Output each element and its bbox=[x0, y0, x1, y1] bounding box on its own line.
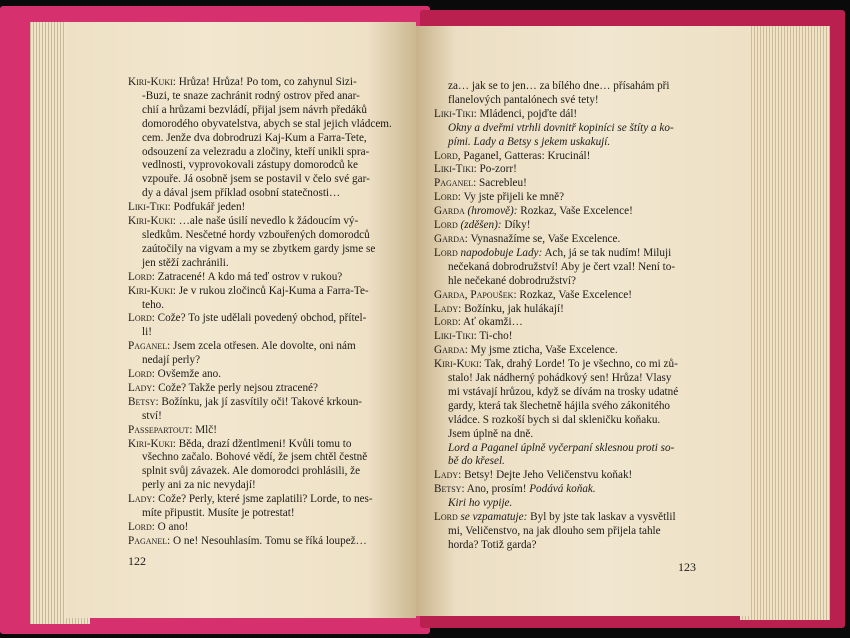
text-line bbox=[434, 80, 716, 94]
text-line bbox=[128, 90, 412, 104]
stage-note: (hromově): bbox=[464, 205, 518, 218]
dialogue-line bbox=[128, 285, 412, 299]
speaker-name: Liki-Tiki: bbox=[434, 163, 477, 176]
stage-note: (zděšen): bbox=[457, 219, 502, 232]
line-text: Rozkaz, Vaše Excelence! bbox=[517, 205, 633, 218]
line-text: Betsy! Dejte Jeho Veličenstvu koňak! bbox=[461, 469, 633, 482]
line-text: Cože? Perly, které jsme zaplatili? Lorde, to nes- bbox=[155, 493, 373, 506]
dialogue-line bbox=[128, 521, 412, 535]
speaker-name: Lord bbox=[434, 511, 458, 524]
dialogue-line bbox=[128, 535, 412, 549]
text-line bbox=[128, 507, 412, 521]
dialogue-line bbox=[128, 382, 412, 396]
line-text: chií a hrůzami bezvládí, přijal jsem návrh předáků bbox=[142, 103, 367, 116]
stage-direction bbox=[434, 136, 716, 150]
line-text: míte připustit. Musíte je potrestat! bbox=[142, 507, 295, 520]
line-text: li! bbox=[142, 326, 152, 339]
speaker-name: Garda: bbox=[434, 344, 468, 357]
text-line bbox=[128, 132, 412, 146]
line-text: -Buzi, te snaze zachránit rodný ostrov před anar- bbox=[142, 89, 360, 102]
line-text: zaútočily na vigvam a my se zbytkem gardy jsme se bbox=[142, 242, 376, 255]
page-edges-right bbox=[740, 26, 830, 620]
speaker-name: Lord: bbox=[128, 312, 155, 325]
line-text: Je v rukou zločinců Kaj-Kuma a Farra-Te- bbox=[175, 284, 369, 297]
line-text: stalo! Jak nádherný pohádkový sen! Hrůza! Vlasy bbox=[448, 372, 672, 385]
dialogue-line bbox=[434, 358, 716, 372]
line-text: Božínku, jak hulákají! bbox=[461, 302, 564, 315]
text-line bbox=[434, 525, 716, 539]
stage-direction bbox=[434, 455, 716, 469]
line-text: hle nečekané dobrodružství? bbox=[448, 274, 576, 287]
dialogue-line bbox=[434, 316, 716, 330]
right-page bbox=[416, 26, 750, 616]
line-text: vzpouře. Já osobně jsem se postavil v čelo své gar- bbox=[142, 173, 370, 186]
speaker-name: Betsy: bbox=[128, 395, 159, 408]
text-line bbox=[128, 173, 412, 187]
line-text: jen stěží zachránili. bbox=[142, 256, 229, 269]
left-page bbox=[66, 22, 416, 618]
stage-note: napodobuje Lady: bbox=[457, 246, 543, 259]
text-line bbox=[434, 414, 716, 428]
inline-stage-direction: Podává koňak. bbox=[529, 483, 596, 496]
speaker-name: Betsy: bbox=[434, 483, 465, 496]
line-text: nedají perly? bbox=[142, 354, 201, 367]
speaker-name: Lady: bbox=[434, 469, 462, 482]
line-text: cem. Jenže dva dobrodruzi Kaj-Kum a Farra-Tete, bbox=[142, 131, 367, 144]
line-text: Díky! bbox=[501, 219, 531, 232]
line-text: domorodého obyvatelstva, abych se stal jejich vládcem. bbox=[142, 117, 392, 130]
line-text: Zatracené! A kdo má teď ostrov v rukou? bbox=[154, 270, 343, 283]
dialogue-line bbox=[434, 330, 716, 344]
line-text: Mládenci, pojďte dál! bbox=[476, 107, 578, 120]
line-text: Jsem zcela otřesen. Ale dovolte, oni nám bbox=[170, 340, 356, 353]
dialogue-line bbox=[434, 233, 716, 247]
dialogue-line bbox=[128, 438, 412, 452]
dialogue-line bbox=[434, 191, 716, 205]
line-text: Běda, drazí džentlmeni! Kvůli tomu to bbox=[175, 437, 352, 450]
speaker-name: Kiri-Kuki: bbox=[128, 284, 176, 297]
text-line bbox=[434, 400, 716, 414]
text-line bbox=[128, 465, 412, 479]
line-text: Rozkaz, Vaše Excelence! bbox=[516, 288, 632, 301]
speaker-name: Lady: bbox=[434, 302, 462, 315]
speaker-name: Passepartout: bbox=[128, 423, 193, 436]
right-page-text bbox=[434, 80, 716, 553]
line-text: Jsem úplně na dně. bbox=[448, 427, 534, 440]
text-line bbox=[128, 146, 412, 160]
line-text: Okny a dveřmi vtrhli dovnitř kopiníci se štíty a ko- bbox=[448, 121, 674, 134]
line-text: za… jak se to jen… za bílého dne… přísahám při bbox=[448, 80, 670, 92]
dialogue-line bbox=[128, 271, 412, 285]
dialogue-line bbox=[128, 493, 412, 507]
dialogue-line bbox=[434, 247, 716, 261]
text-line bbox=[434, 275, 716, 289]
speaker-name: Kiri-Kuki: bbox=[128, 215, 176, 228]
line-text: všechno začalo. Bohové vědí, že jsem chtěl čestně bbox=[142, 451, 368, 464]
text-line bbox=[128, 104, 412, 118]
line-text: O ano! bbox=[154, 521, 189, 533]
dialogue-line bbox=[434, 108, 716, 122]
speaker-name: Garda bbox=[434, 205, 465, 218]
speaker-name: Paganel: bbox=[434, 177, 477, 190]
speaker-name: Lord: bbox=[128, 521, 155, 533]
stage-direction bbox=[434, 442, 716, 456]
speaker-name: Kiri-Kuki: bbox=[434, 358, 482, 371]
text-line bbox=[128, 451, 412, 465]
line-text: horda? Totiž garda? bbox=[448, 538, 537, 551]
text-line bbox=[434, 386, 716, 400]
line-text: vládce. S rozkoší bych si dal skleničku koňaku. bbox=[448, 413, 661, 426]
page-number: 123 bbox=[678, 560, 696, 574]
text-line bbox=[128, 187, 412, 201]
line-text: gardy, která tak šlechetně hájila svého zákonitého bbox=[448, 399, 671, 412]
line-text: Ano, prosím! bbox=[464, 483, 530, 496]
text-line bbox=[434, 428, 716, 442]
dialogue-line bbox=[128, 424, 412, 438]
speaker-name: Lord: bbox=[128, 368, 155, 381]
line-text: Vy jste přijeli ke mně? bbox=[460, 191, 565, 204]
speaker-name: Lady: bbox=[128, 381, 156, 394]
line-text: odsouzení za velezradu a zločiny, kteří unikli spra- bbox=[142, 145, 370, 158]
speaker-name: Liki-Tiki: bbox=[434, 107, 477, 120]
speaker-name: Lady: bbox=[128, 493, 156, 506]
line-text: Hrůza! Hrůza! Po tom, co zahynul Sizi- bbox=[175, 76, 357, 88]
dialogue-line bbox=[434, 511, 716, 525]
line-text: mi vstávají hrůzou, když se dívám na trosky udatné bbox=[448, 385, 679, 398]
line-text: Ach, já se tak nudím! Miluji bbox=[542, 246, 672, 259]
dialogue-line bbox=[434, 289, 716, 303]
line-text: Mlč! bbox=[192, 423, 217, 436]
line-text: Paganel, Gatteras: Krucinál! bbox=[460, 149, 591, 162]
line-text: …ale naše úsilí nevedlo k žádoucím vý- bbox=[175, 215, 359, 228]
dialogue-line bbox=[434, 177, 716, 191]
text-line bbox=[434, 94, 716, 108]
line-text: Sacrebleu! bbox=[476, 177, 527, 190]
line-text: vedlnosti, vyprovokovali zástupy domorodců ke bbox=[142, 159, 358, 172]
speaker-name: Lord, bbox=[434, 149, 461, 162]
line-text: Podfukář jeden! bbox=[170, 201, 246, 214]
dialogue-line bbox=[434, 163, 716, 177]
line-text: Kiri ho vypije. bbox=[448, 497, 513, 510]
text-line bbox=[128, 257, 412, 271]
line-text: Ať okamži… bbox=[460, 316, 523, 329]
text-line bbox=[128, 299, 412, 313]
text-line bbox=[128, 326, 412, 340]
line-text: bě do křesel. bbox=[448, 455, 505, 468]
text-line bbox=[128, 410, 412, 424]
speaker-name: Lord: bbox=[434, 191, 461, 204]
speaker-name: Lord bbox=[434, 219, 458, 232]
text-line bbox=[128, 229, 412, 243]
page-number: 122 bbox=[128, 554, 146, 568]
line-text: Lord a Paganel úplně vyčerpaní sklesnou proti so- bbox=[448, 441, 675, 454]
dialogue-line bbox=[434, 219, 716, 233]
speaker-name: Garda, Papoušek: bbox=[434, 288, 517, 301]
dialogue-line bbox=[128, 215, 412, 229]
stage-direction bbox=[434, 497, 716, 511]
text-line bbox=[128, 118, 412, 132]
dialogue-line bbox=[128, 368, 412, 382]
speaker-name: Liki-Tiki: bbox=[434, 330, 477, 343]
line-text: Byl by jste tak laskav a vysvětlil bbox=[527, 511, 676, 524]
speaker-name: Lord bbox=[434, 246, 458, 259]
line-text: Božínku, jak jí zasvítily oči! Takové krkoun- bbox=[158, 395, 363, 408]
text-line bbox=[128, 243, 412, 257]
line-text: Cože? Takže perly nejsou ztracené? bbox=[155, 381, 318, 394]
speaker-name: Lord: bbox=[434, 316, 461, 329]
dialogue-line bbox=[434, 344, 716, 358]
dialogue-line bbox=[128, 340, 412, 354]
line-text: teho. bbox=[142, 298, 165, 311]
line-text: Ovšemže ano. bbox=[154, 368, 222, 381]
line-text: dy a dával jsem příklad osobní statečnosti… bbox=[142, 187, 341, 200]
text-line bbox=[128, 159, 412, 173]
line-text: My jsme zticha, Vaše Excelence. bbox=[467, 344, 618, 357]
text-line bbox=[128, 479, 412, 493]
stage-direction bbox=[434, 122, 716, 136]
dialogue-line bbox=[434, 205, 716, 219]
line-text: nečekaná dobrodružství! Aby je čert vzal! Není to- bbox=[448, 260, 676, 273]
speaker-name: Garda: bbox=[434, 232, 468, 245]
speaker-name: Kiri-Kuki: bbox=[128, 437, 176, 450]
speaker-name: Liki-Tiki: bbox=[128, 201, 171, 214]
dialogue-line bbox=[434, 303, 716, 317]
line-text: pími. Lady a Betsy s jekem uskakují. bbox=[448, 135, 611, 148]
left-page-text bbox=[128, 76, 412, 549]
line-text: Tak, drahý Lorde! To je všechno, co mi zů- bbox=[481, 358, 678, 371]
line-text: splnit svůj závazek. Ale domorodci prohlásili, že bbox=[142, 465, 361, 478]
line-text: mi, Veličenstvo, na jak dlouho sem přijela tahle bbox=[448, 525, 661, 537]
line-text: Po-zorr! bbox=[476, 163, 517, 176]
line-text: perly ani za nic nevydají! bbox=[142, 479, 256, 492]
dialogue-line bbox=[434, 483, 716, 497]
speaker-name: Kiri-Kuki: bbox=[128, 76, 176, 88]
line-text: Vynasnažíme se, Vaše Excelence. bbox=[467, 232, 621, 245]
dialogue-line bbox=[128, 312, 412, 326]
dialogue-line bbox=[128, 201, 412, 215]
speaker-name: Paganel: bbox=[128, 534, 171, 547]
speaker-name: Paganel: bbox=[128, 340, 171, 353]
line-text: flanelových pantalónech své tety! bbox=[448, 93, 599, 106]
text-line bbox=[128, 354, 412, 368]
text-line bbox=[434, 372, 716, 386]
dialogue-line bbox=[128, 76, 412, 90]
text-line bbox=[434, 261, 716, 275]
line-text: O ne! Nesouhlasím. Tomu se říká loupež… bbox=[170, 534, 367, 547]
line-text: Ti-cho! bbox=[476, 330, 513, 343]
line-text: Cože? To jste udělali povedený obchod, přítel- bbox=[154, 312, 367, 325]
line-text: sledkům. Nesčetné hordy vzbouřených domorodců bbox=[142, 228, 370, 241]
text-line bbox=[434, 539, 716, 553]
speaker-name: Lord: bbox=[128, 270, 155, 283]
dialogue-line bbox=[434, 150, 716, 164]
dialogue-line bbox=[128, 396, 412, 410]
stage-note: se vzpamatuje: bbox=[457, 511, 528, 524]
dialogue-line bbox=[434, 469, 716, 483]
line-text: ství! bbox=[142, 409, 162, 422]
